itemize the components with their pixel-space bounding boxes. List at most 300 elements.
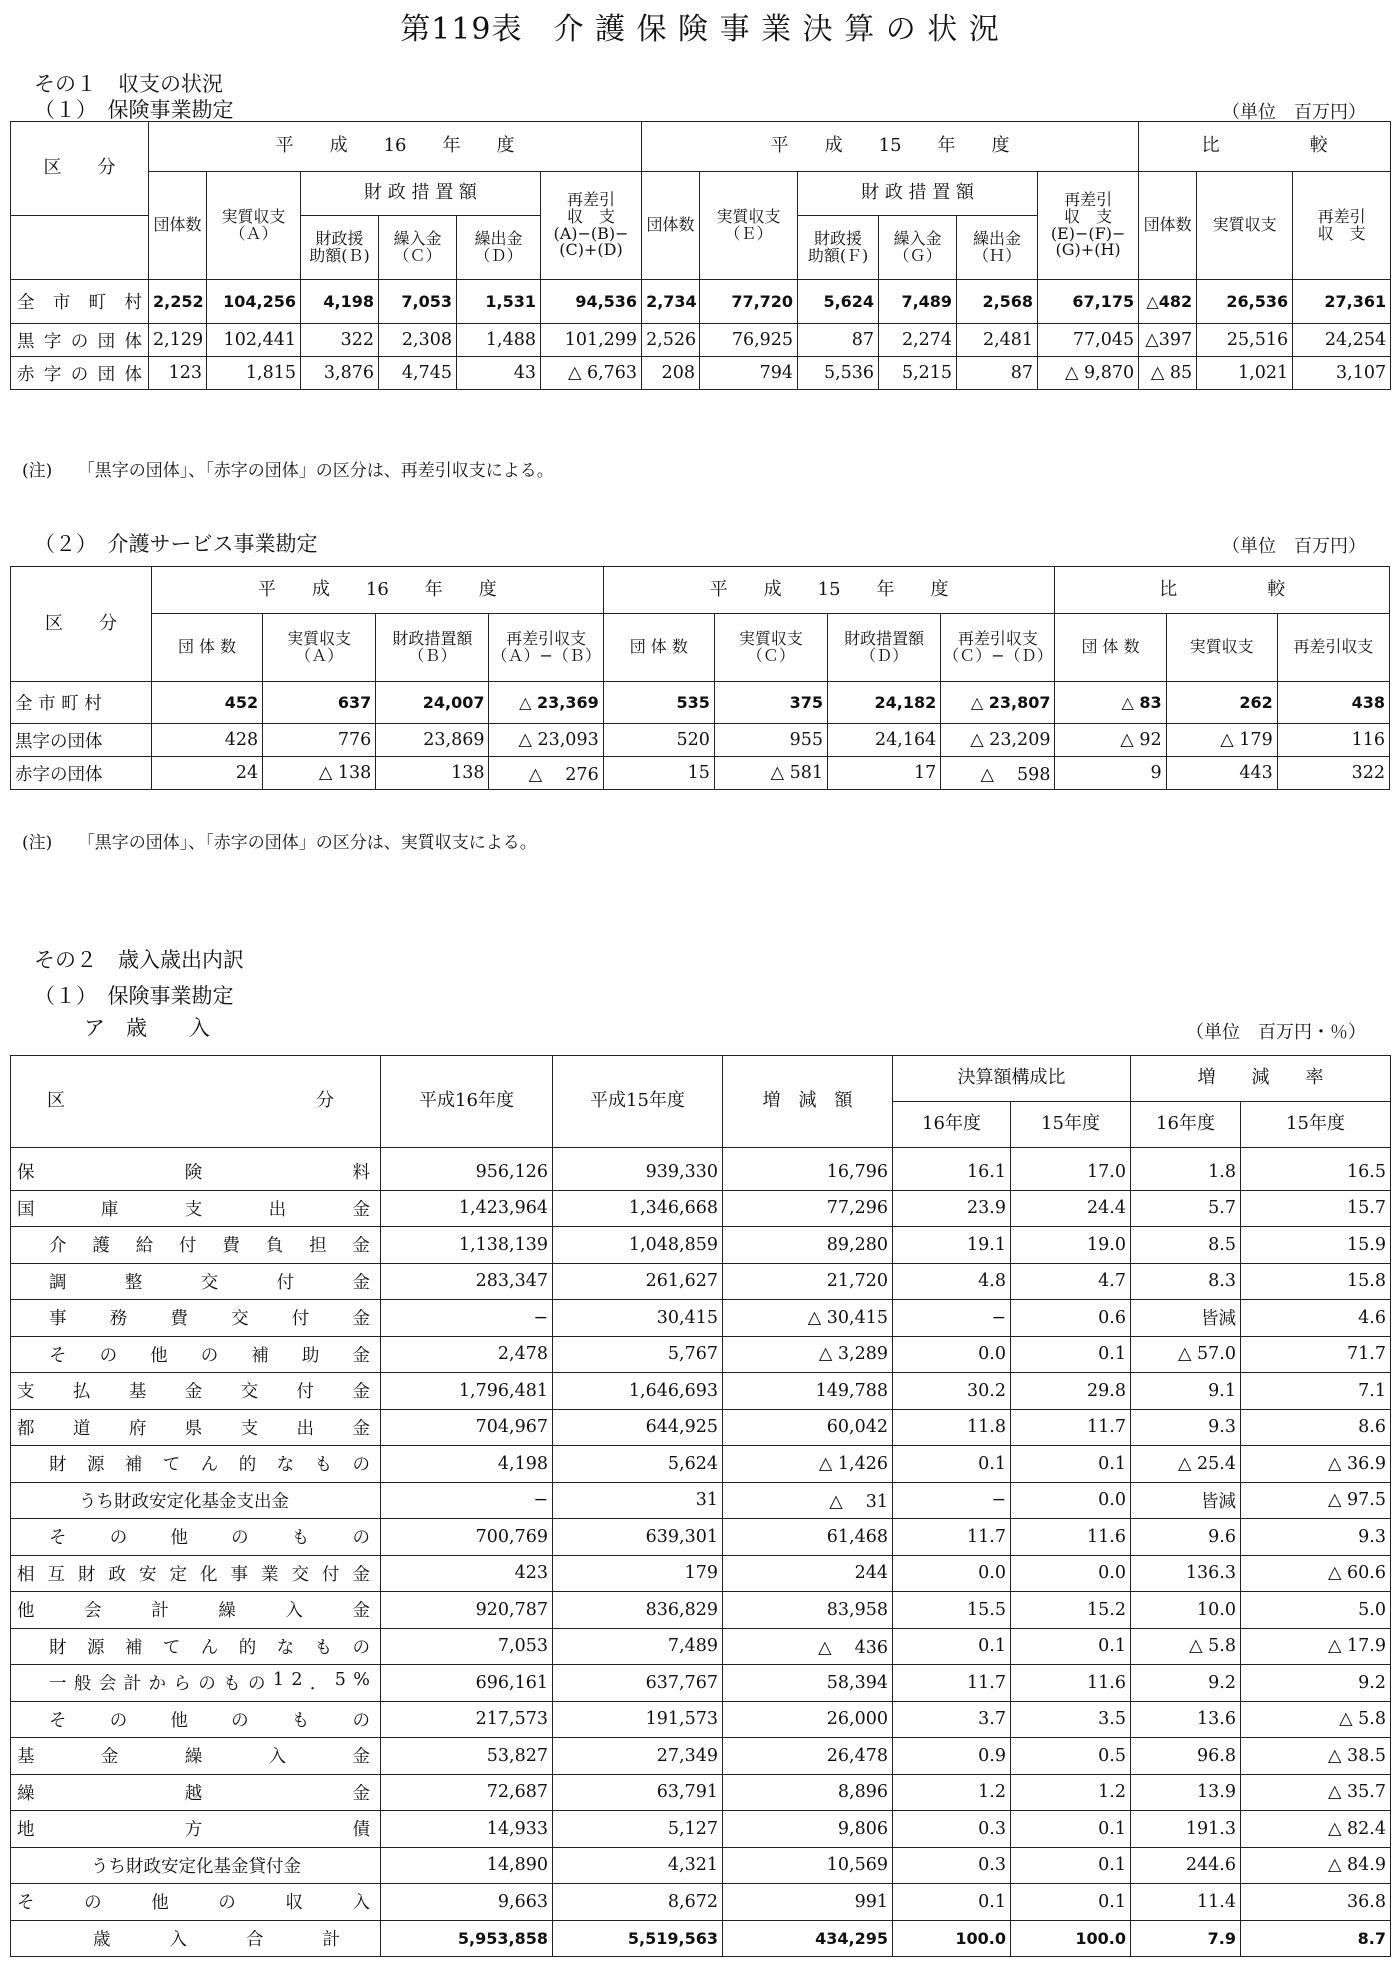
- table-cell: 7,053: [379, 280, 457, 324]
- table-cell: 67,175: [1038, 280, 1139, 324]
- table-row: [11, 1148, 1391, 1191]
- table-row: [11, 1263, 1391, 1300]
- table-cell: 31: [553, 1482, 723, 1519]
- table-cell: 3.5: [1011, 1701, 1131, 1738]
- note-1: (注) 「黒字の団体」、「赤字の団体」の区分は、再差引収支による。: [22, 461, 554, 481]
- col-saisa-16: 再差引 収 支 (A)−(B)− (C)+(D): [541, 172, 642, 280]
- table-cell: 149,788: [723, 1373, 893, 1410]
- table-cell: 0.1: [1011, 1811, 1131, 1848]
- col-zaisei-d-2: 財政措置額 （Ｄ）: [828, 614, 941, 682]
- table-cell: △397: [1139, 324, 1197, 357]
- table-cell: 1,021: [1197, 357, 1293, 390]
- row-label-text: 事 務 費 交 付 金: [49, 1309, 370, 1330]
- table-cell: 71.7: [1241, 1336, 1391, 1373]
- table-cell: 2,568: [957, 280, 1038, 324]
- table-row: [11, 1738, 1391, 1775]
- table-cell: 2,308: [379, 324, 457, 357]
- table-cell: 15.9: [1241, 1227, 1391, 1264]
- row-label-text: 一 般 会 計 か ら の も の 1 2 ． 5 %: [49, 1670, 370, 1695]
- table-cell: △ 581: [714, 757, 827, 790]
- page-title: 第119表 介 護 保 険 事 業 決 算 の 状 況: [400, 12, 1000, 47]
- table-cell: 1,796,481: [381, 1373, 553, 1410]
- table-cell: 4.8: [893, 1263, 1011, 1300]
- col-kuride-h: 繰出金 （Ｈ）: [957, 216, 1038, 280]
- table-cell: 428: [151, 724, 262, 757]
- table-cell: 956,126: [381, 1148, 553, 1191]
- table-row: [11, 1227, 1391, 1264]
- table-cell: 939,330: [553, 1148, 723, 1191]
- table-cell: 4,321: [553, 1847, 723, 1884]
- col-h15-3: 平成15年度: [553, 1056, 723, 1148]
- table-cell: 2,526: [642, 324, 700, 357]
- table-cell: 123: [149, 357, 207, 390]
- table-row: [11, 1665, 1391, 1702]
- table-cell: 11.7: [893, 1519, 1011, 1556]
- table-cell: △ 85: [1139, 357, 1197, 390]
- row-label-text: 都 道 府 県 支 出 金: [17, 1418, 370, 1439]
- col-kubun-3: [11, 1056, 381, 1148]
- table-cell: 15.2: [1011, 1592, 1131, 1629]
- table-cell: 5.7: [1131, 1190, 1241, 1227]
- row-label-text: 調 整 交 付 金: [49, 1272, 370, 1293]
- col-r15: 15年度: [1241, 1102, 1391, 1148]
- table-cell: 1,531: [457, 280, 541, 324]
- table-cell: 30.2: [893, 1373, 1011, 1410]
- table-cell: △ 6,763: [541, 357, 642, 390]
- table-cell: 63,791: [553, 1774, 723, 1811]
- table-cell: 11.6: [1011, 1519, 1131, 1556]
- table-row: [11, 1300, 1391, 1337]
- table-cell: 43: [457, 357, 541, 390]
- table-cell: 21,720: [723, 1263, 893, 1300]
- col-cmp-dantai: 団体数: [1139, 172, 1197, 280]
- table-row: [11, 1628, 1391, 1665]
- table-cell: 11.7: [893, 1665, 1011, 1702]
- col-kubun-right: 分: [316, 1090, 334, 1112]
- table-cell: 1,423,964: [381, 1190, 553, 1227]
- table-cell: 2,734: [642, 280, 700, 324]
- table-cell: 0.0: [1011, 1482, 1131, 1519]
- table-cell: △ 5.8: [1241, 1701, 1391, 1738]
- table-cell: 0.6: [1011, 1300, 1131, 1337]
- col-jisshitsu-e: 実質収支 （Ｅ）: [700, 172, 798, 280]
- table-cell: △ 97.5: [1241, 1482, 1391, 1519]
- table-cell: △ 179: [1166, 724, 1277, 757]
- table-cell: 5,767: [553, 1336, 723, 1373]
- table-row: [11, 1482, 1391, 1519]
- table-cell: 452: [151, 682, 262, 724]
- table-cell: 77,296: [723, 1190, 893, 1227]
- table-cell: 5,536: [798, 357, 879, 390]
- table-cell: 72,687: [381, 1774, 553, 1811]
- row-label-text: そ の 他 の も の: [49, 1710, 370, 1731]
- table-cell: 36.8: [1241, 1884, 1391, 1921]
- table-cell: 0.3: [893, 1847, 1011, 1884]
- table-cell: 7,489: [553, 1628, 723, 1665]
- table-cell: 83,958: [723, 1592, 893, 1629]
- table-row: [11, 1555, 1391, 1592]
- row-label: [11, 1555, 381, 1592]
- table-cell: △ 17.9: [1241, 1628, 1391, 1665]
- table-cell: 5,624: [798, 280, 879, 324]
- row-label: [11, 1811, 381, 1848]
- row-label-text: 全 市 町 村: [17, 293, 142, 313]
- table-cell: 283,347: [381, 1263, 553, 1300]
- table-cell: 27,361: [1293, 280, 1391, 324]
- table-cell: 27,349: [553, 1738, 723, 1775]
- table-row: [11, 1190, 1391, 1227]
- table-cell: 8.3: [1131, 1263, 1241, 1300]
- row-label-text: 介 護 給 付 費 負 担 金: [49, 1236, 370, 1257]
- table-cell: 3.7: [893, 1701, 1011, 1738]
- table-cell: 0.0: [893, 1555, 1011, 1592]
- table-cell: 2,274: [879, 324, 957, 357]
- subsection-heading-insurance-2: （１） 保険事業勘定: [34, 984, 234, 1008]
- table-cell: 5,215: [879, 357, 957, 390]
- table-cell: 138: [376, 757, 489, 790]
- table-cell: 2,252: [149, 280, 207, 324]
- table-cell: 191.3: [1131, 1811, 1241, 1848]
- row-label: [11, 1227, 381, 1264]
- table-cell: △ 23,093: [489, 724, 603, 757]
- table-cell: 955: [714, 724, 827, 757]
- col-cmp-saisa: 再差引 収 支: [1293, 172, 1391, 280]
- table-cell: 24.4: [1011, 1190, 1131, 1227]
- table-row: [11, 357, 1391, 390]
- table-cell: 8,896: [723, 1774, 893, 1811]
- table-cell: 0.1: [893, 1628, 1011, 1665]
- row-label: [11, 1148, 381, 1191]
- row-label-text: 歳 入 合 計: [93, 1929, 340, 1950]
- col-kubun: 区 分: [11, 122, 149, 216]
- table-row: [11, 280, 1391, 324]
- table-cell: 24: [151, 757, 262, 790]
- table-cell: −: [381, 1482, 553, 1519]
- table-cell: 179: [553, 1555, 723, 1592]
- col-h15: 平 成 15 年 度: [642, 122, 1139, 172]
- table-cell: 24,254: [1293, 324, 1391, 357]
- table-cell: 434,295: [723, 1920, 893, 1957]
- table-row: [11, 324, 1391, 357]
- table-cell: 10.0: [1131, 1592, 1241, 1629]
- table-cell: 5,519,563: [553, 1920, 723, 1957]
- table-cell: 4,745: [379, 357, 457, 390]
- col-ritsu: 増 減 率: [1131, 1056, 1391, 1102]
- row-label-text: 他 会 計 繰 入 金: [17, 1601, 370, 1622]
- table-cell: 704,967: [381, 1409, 553, 1446]
- table-cell: 776: [263, 724, 376, 757]
- col-jisshitsu-a: 実質収支 （Ａ）: [207, 172, 301, 280]
- table-cell: △ 3,289: [723, 1336, 893, 1373]
- table-cell: 700,769: [381, 1519, 553, 1556]
- row-label: [11, 1920, 381, 1957]
- row-label-text: 基 金 繰 入 金: [17, 1747, 370, 1768]
- table-cell: △ 31: [723, 1482, 893, 1519]
- table-cell: −: [893, 1300, 1011, 1337]
- table-row: [11, 724, 1390, 757]
- col-jisshitsu-c-2: 実質収支 （Ｃ）: [714, 614, 827, 682]
- table-cell: 24,182: [828, 682, 941, 724]
- row-label-text: 財 源 補 て ん 的 な も の: [49, 1637, 370, 1658]
- table-cell: 116: [1277, 724, 1389, 757]
- table-cell: 11.7: [1011, 1409, 1131, 1446]
- table-cell: 438: [1277, 682, 1389, 724]
- subsection-heading-service: （２） 介護サービス事業勘定: [34, 532, 318, 556]
- row-label: [11, 324, 149, 357]
- col-kuride-d: 繰出金 （Ｄ）: [457, 216, 541, 280]
- table-cell: 19.1: [893, 1227, 1011, 1264]
- table-cell: 9.6: [1131, 1519, 1241, 1556]
- table-cell: 7.1: [1241, 1373, 1391, 1410]
- col-cmp-saisa-2: 再差引収支: [1277, 614, 1389, 682]
- col-hikaku-2: 比 較: [1055, 567, 1390, 614]
- table-cell: 17: [828, 757, 941, 790]
- table-cell: 89,280: [723, 1227, 893, 1264]
- table-cell: 5,127: [553, 1811, 723, 1848]
- table-cell: 15.5: [893, 1592, 1011, 1629]
- revenue-table: [10, 1055, 1391, 1957]
- unit-label-3: （単位 百万円・％）: [1186, 1022, 1366, 1043]
- row-label: [11, 1628, 381, 1665]
- table-cell: △ 5.8: [1131, 1628, 1241, 1665]
- row-label: [11, 1446, 381, 1483]
- note-2: (注) 「黒字の団体」、「赤字の団体」の区分は、実質収支による。: [22, 833, 537, 853]
- table-cell: 3,876: [301, 357, 379, 390]
- table-cell: △ 1,426: [723, 1446, 893, 1483]
- row-label: [11, 1373, 381, 1410]
- table-row: [11, 1446, 1391, 1483]
- row-label: [11, 357, 149, 390]
- table-cell: 9.3: [1241, 1519, 1391, 1556]
- table-cell: △ 82.4: [1241, 1811, 1391, 1848]
- table-cell: 76,925: [700, 324, 798, 357]
- row-label-text: そ の 他 の も の: [49, 1528, 370, 1549]
- table-cell: 5.0: [1241, 1592, 1391, 1629]
- table-cell: 15.7: [1241, 1190, 1391, 1227]
- table-cell: 0.5: [1011, 1738, 1131, 1775]
- table-cell: 696,161: [381, 1665, 553, 1702]
- table-cell: 0.1: [893, 1884, 1011, 1921]
- row-label-text: 黒 字 の 団 体: [17, 331, 142, 352]
- table-cell: 9,806: [723, 1811, 893, 1848]
- subsection-heading-insurance: （１） 保険事業勘定: [34, 98, 234, 122]
- table-cell: 13.9: [1131, 1774, 1241, 1811]
- table-cell: 1,488: [457, 324, 541, 357]
- table-cell: 5,624: [553, 1446, 723, 1483]
- table-cell: 8.6: [1241, 1409, 1391, 1446]
- table-cell: 5,953,858: [381, 1920, 553, 1957]
- row-label: [11, 1263, 381, 1300]
- table-cell: 23.9: [893, 1190, 1011, 1227]
- table-cell: 7.9: [1131, 1920, 1241, 1957]
- table-cell: 96.8: [1131, 1738, 1241, 1775]
- table-cell: 皆減: [1131, 1482, 1241, 1519]
- table-cell: 4,198: [381, 1446, 553, 1483]
- row-label: 全 市 町 村: [11, 682, 152, 724]
- table-cell: 2,478: [381, 1336, 553, 1373]
- row-label: [11, 1409, 381, 1446]
- col-kurii-c: 繰入金 （Ｃ）: [379, 216, 457, 280]
- table-cell: △ 30,415: [723, 1300, 893, 1337]
- table-cell: 423: [381, 1555, 553, 1592]
- col-dantai: 団体数: [149, 172, 207, 280]
- table-cell: 0.0: [1011, 1555, 1131, 1592]
- subsection-heading-revenue: ア 歳 入: [84, 1016, 210, 1040]
- table-cell: 0.1: [1011, 1884, 1131, 1921]
- table-cell: 920,787: [381, 1592, 553, 1629]
- table-cell: 4.7: [1011, 1263, 1131, 1300]
- table-cell: 0.1: [1011, 1847, 1131, 1884]
- table-cell: △ 138: [263, 757, 376, 790]
- table-cell: 皆減: [1131, 1300, 1241, 1337]
- table-cell: 61,468: [723, 1519, 893, 1556]
- col-kousei: 決算額構成比: [893, 1056, 1131, 1102]
- table-cell: △ 57.0: [1131, 1336, 1241, 1373]
- table-cell: 322: [1277, 757, 1389, 790]
- table-cell: 30,415: [553, 1300, 723, 1337]
- table-cell: 10,569: [723, 1847, 893, 1884]
- row-label-text: 赤 字 の 団 体: [17, 364, 142, 385]
- table-row: [11, 757, 1390, 790]
- col-h16-3: 平成16年度: [381, 1056, 553, 1148]
- col-cmp-jisshitsu-2: 実質収支: [1166, 614, 1277, 682]
- col-zaisei-16: 財 政 措 置 額: [301, 172, 541, 216]
- table-cell: 15.8: [1241, 1263, 1391, 1300]
- table-cell: 0.3: [893, 1811, 1011, 1848]
- table-cell: 836,829: [553, 1592, 723, 1629]
- row-label: [11, 1592, 381, 1629]
- row-label: 黒字の団体: [11, 724, 152, 757]
- table-cell: 11.6: [1011, 1665, 1131, 1702]
- table-cell: 16.5: [1241, 1148, 1391, 1191]
- table-cell: 375: [714, 682, 827, 724]
- row-label-text: そ の 他 の 収 入: [17, 1893, 370, 1914]
- row-label: [11, 1190, 381, 1227]
- table-cell: 19.0: [1011, 1227, 1131, 1264]
- table-cell: 102,441: [207, 324, 301, 357]
- table-cell: 191,573: [553, 1701, 723, 1738]
- row-label-text: 支 払 基 金 交 付 金: [17, 1382, 370, 1403]
- row-label-text: 相 互 財 政 安 定 化 事 業 交 付 金: [17, 1564, 370, 1585]
- table-cell: 4.6: [1241, 1300, 1391, 1337]
- table-cell: 1,138,139: [381, 1227, 553, 1264]
- col-dantai-2: 団 体 数: [151, 614, 262, 682]
- table-row: [11, 1409, 1391, 1446]
- table-cell: 26,000: [723, 1701, 893, 1738]
- table-cell: 26,536: [1197, 280, 1293, 324]
- table-cell: 208: [642, 357, 700, 390]
- table-cell: 8.5: [1131, 1227, 1241, 1264]
- row-label: うち財政安定化基金支出金: [11, 1482, 381, 1519]
- section-heading-2: その２ 歳入歳出内訳: [34, 948, 244, 972]
- col-zougen: 増 減 額: [723, 1056, 893, 1148]
- table-row: [11, 1373, 1391, 1410]
- table-cell: 520: [603, 724, 714, 757]
- table-cell: 100.0: [893, 1920, 1011, 1957]
- table-row: [11, 1811, 1391, 1848]
- table-row: [11, 1701, 1391, 1738]
- table-cell: 9.1: [1131, 1373, 1241, 1410]
- col-saisa-cd-2: 再差引収支 （Ｃ）−（Ｄ）: [941, 614, 1055, 682]
- col-kubun-2: 区 分: [11, 567, 152, 682]
- col-enjo-b: 財政援 助額(Ｂ): [301, 216, 379, 280]
- row-label: うち財政安定化基金貸付金: [11, 1847, 381, 1884]
- col-cmp-jisshitsu: 実質収支: [1197, 172, 1293, 280]
- row-label-text: 国 庫 支 出 金: [17, 1199, 370, 1220]
- table-cell: 16,796: [723, 1148, 893, 1191]
- table-cell: △ 23,209: [941, 724, 1055, 757]
- table-cell: 322: [301, 324, 379, 357]
- col-kubun-left: 区: [47, 1090, 65, 1112]
- table-cell: △ 436: [723, 1628, 893, 1665]
- table-cell: 1,815: [207, 357, 301, 390]
- table-cell: 11.4: [1131, 1884, 1241, 1921]
- table-cell: △ 25.4: [1131, 1446, 1241, 1483]
- table-cell: 0.1: [893, 1446, 1011, 1483]
- table-cell: 1,048,859: [553, 1227, 723, 1264]
- table-cell: △ 598: [941, 757, 1055, 790]
- row-label: 赤字の団体: [11, 757, 152, 790]
- col-saisa-ab-2: 再差引収支 （Ａ）−（Ｂ）: [489, 614, 603, 682]
- table-cell: 644,925: [553, 1409, 723, 1446]
- col-h16: 平 成 16 年 度: [149, 122, 642, 172]
- table-cell: 261,627: [553, 1263, 723, 1300]
- table-cell: 637: [263, 682, 376, 724]
- table-cell: 535: [603, 682, 714, 724]
- table-row: [11, 1847, 1391, 1884]
- table-cell: 24,164: [828, 724, 941, 757]
- table-cell: 17.0: [1011, 1148, 1131, 1191]
- col-jisshitsu-a-2: 実質収支 （Ａ）: [263, 614, 376, 682]
- table-cell: 4,198: [301, 280, 379, 324]
- table-cell: 14,890: [381, 1847, 553, 1884]
- table-cell: −: [893, 1482, 1011, 1519]
- table-cell: 53,827: [381, 1738, 553, 1775]
- table-cell: 9.2: [1241, 1665, 1391, 1702]
- table-cell: △ 9,870: [1038, 357, 1139, 390]
- col-saisa-15: 再差引 収 支 (E)−(F)− (G)+(H): [1038, 172, 1139, 280]
- table-cell: 58,394: [723, 1665, 893, 1702]
- table-cell: 7,489: [879, 280, 957, 324]
- col-zaisei-b-2: 財政措置額 （Ｂ）: [376, 614, 489, 682]
- table-cell: △ 276: [489, 757, 603, 790]
- table-cell: △ 36.9: [1241, 1446, 1391, 1483]
- col-h16-2: 平 成 16 年 度: [151, 567, 603, 614]
- table-cell: 0.1: [1011, 1336, 1131, 1373]
- col-dantai-15: 団体数: [642, 172, 700, 280]
- row-label: [11, 1336, 381, 1373]
- col-kurii-g: 繰入金 （Ｇ）: [879, 216, 957, 280]
- table-cell: 639,301: [553, 1519, 723, 1556]
- table-cell: 0.1: [1011, 1628, 1131, 1665]
- table-cell: 1,346,668: [553, 1190, 723, 1227]
- col-enjo-f: 財政援 助額(Ｆ): [798, 216, 879, 280]
- row-label-text: 保 険 料: [17, 1163, 370, 1184]
- row-label-text: そ の 他 の 補 助 金: [49, 1345, 370, 1366]
- table-row: [11, 1774, 1391, 1811]
- section-heading-1: その１ 収支の状況: [34, 72, 223, 96]
- table-cell: 637,767: [553, 1665, 723, 1702]
- table-cell: 77,045: [1038, 324, 1139, 357]
- col-y16: 16年度: [893, 1102, 1011, 1148]
- table-cell: 0.0: [893, 1336, 1011, 1373]
- table-cell: △ 23,369: [489, 682, 603, 724]
- table-cell: 9.3: [1131, 1409, 1241, 1446]
- table-cell: 7,053: [381, 1628, 553, 1665]
- table-cell: △ 23,807: [941, 682, 1055, 724]
- table-cell: 77,720: [700, 280, 798, 324]
- table-cell: 2,481: [957, 324, 1038, 357]
